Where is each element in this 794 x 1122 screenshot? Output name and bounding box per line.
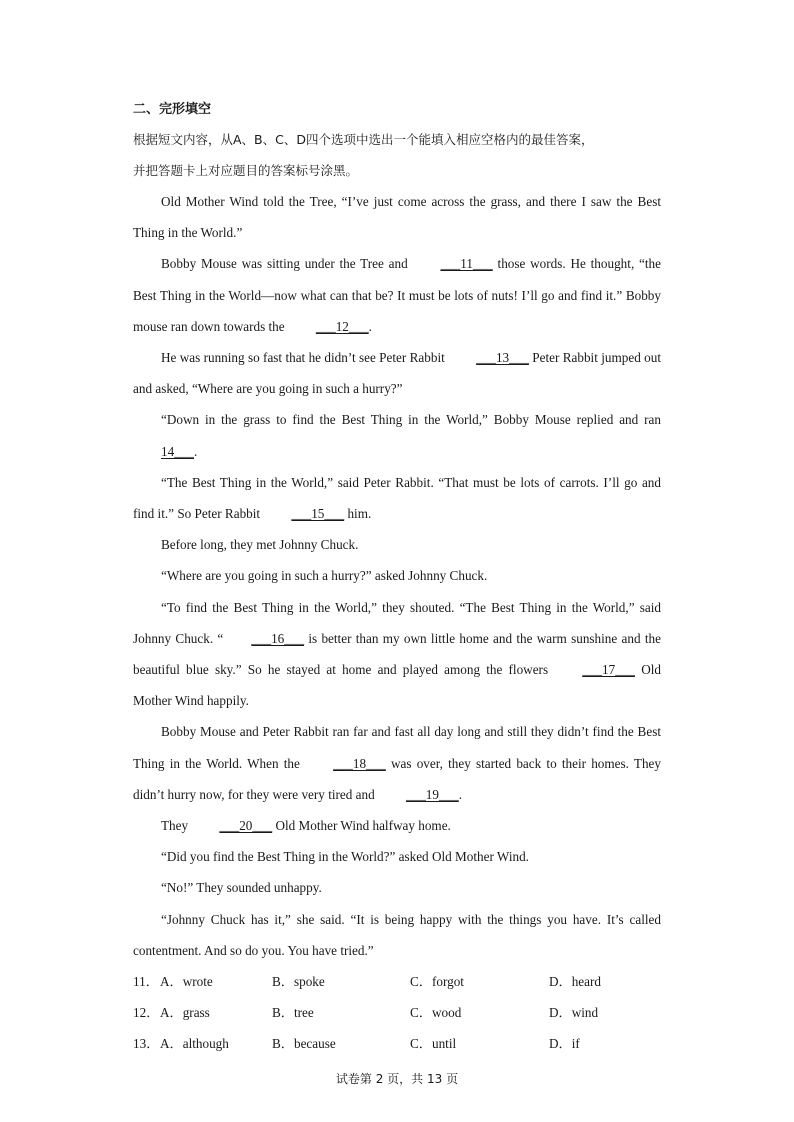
passage-paragraph: “No!” They sounded unhappy.	[161, 880, 322, 896]
passage-paragraph	[133, 342, 661, 404]
option-a[interactable]: A．grass	[160, 1005, 210, 1021]
passage-paragraph	[133, 810, 661, 841]
question-row	[133, 1028, 661, 1059]
passage-text: Old Mother Wind halfway home.	[272, 818, 451, 834]
passage-paragraph	[133, 467, 661, 529]
passage-text: .	[458, 786, 463, 802]
passage-text: They	[161, 818, 192, 834]
instruction-line: 并把答题卡上对应题目的答案标号涂黑。	[133, 163, 359, 178]
passage-text: “Down in the grass to find the Best Thing in the World,” Bobby Mouse replied and ran	[161, 412, 661, 428]
option-c[interactable]: C．wood	[410, 1005, 462, 1021]
passage-text: those words. He thought, “the Best Thing in the World—now what can that be? It must be lots of nuts! I’ll go and find it.” Bobby mouse ran down towards the	[133, 256, 661, 334]
question-number: 13．	[133, 1036, 160, 1052]
option-d[interactable]: D．heard	[549, 974, 601, 990]
passage-paragraph	[133, 592, 661, 717]
option-b[interactable]: B．spoke	[272, 974, 325, 990]
blank-13: ___13___	[476, 350, 529, 366]
passage-paragraph: Before long, they met Johnny Chuck.	[161, 537, 359, 553]
blank-11: ___11___	[440, 256, 493, 272]
passage-text: Peter Rabbit jumped out and asked, “Where are you going in such a hurry?”	[133, 350, 661, 397]
passage-text: is better than my own little home and the warm sunshine and the beautiful blue sky.” So he stayed at home and played among the flowers	[133, 630, 661, 678]
passage-paragraph	[133, 404, 661, 466]
blank-14: 14___	[161, 443, 194, 459]
passage-text: .	[368, 318, 372, 334]
page-footer: 试卷第 2 页，共 13 页	[335, 1072, 459, 1086]
passage-paragraph: “Where are you going in such a hurry?” asked Johnny Chuck.	[161, 568, 488, 584]
blank-16: ___16___	[251, 630, 305, 646]
question-row	[133, 966, 661, 997]
option-d[interactable]: D．wind	[549, 1005, 599, 1021]
passage-text: Old Mother Wind happily.	[133, 662, 661, 709]
passage-text: him.	[344, 506, 372, 522]
passage-text: “To find the Best Thing in the World,” they shouted. “The Best Thing in the World,” said Johnny Chuck. “	[133, 599, 661, 646]
passage-paragraph: Old Mother Wind told the Tree, “I’ve just come across the grass, and there I saw the Best Thing in the World.”	[133, 194, 661, 241]
blank-19: ___19___	[406, 786, 459, 802]
blank-12: ___12___	[315, 318, 369, 334]
passage-paragraph	[133, 248, 661, 342]
instructions	[133, 124, 661, 186]
passage-text: “The Best Thing in the World,” said Peter Rabbit. “That must be lots of carrots. I’ll go and find it.” So Peter Rabbit	[133, 474, 661, 522]
option-d[interactable]: D．if	[549, 1036, 580, 1052]
passage-paragraph	[133, 716, 661, 810]
blank-15: ___15___	[291, 506, 345, 522]
option-c[interactable]: C．until	[410, 1036, 457, 1052]
instruction-line: 根据短文内容，从A、B、C、D四个选项中选出一个能填入相应空格内的最佳答案，	[133, 132, 594, 147]
question-number: 12．	[133, 1005, 160, 1021]
option-a[interactable]: A．wrote	[160, 974, 213, 990]
passage-text: Bobby Mouse was sitting under the Tree and	[161, 256, 413, 272]
blank-20: ___20___	[219, 818, 273, 834]
option-a[interactable]: A．although	[160, 1036, 229, 1052]
passage-text: Bobby Mouse and Peter Rabbit ran far and fast all day long and still they didn’t find the Best Thing in the World. When the	[133, 724, 661, 771]
exam-page	[133, 100, 661, 1060]
passage-paragraph: “Johnny Chuck has it,” she said. “It is being happy with the things you have. It’s called contentment. And so do you. You have tried.”	[133, 911, 661, 958]
passage-paragraph: “Did you find the Best Thing in the World?” asked Old Mother Wind.	[161, 849, 529, 865]
passage-text: He was running so fast that he didn’t see Peter Rabbit	[161, 350, 449, 366]
option-b[interactable]: B．tree	[272, 1005, 314, 1021]
question-row	[133, 997, 661, 1028]
option-b[interactable]: B．because	[272, 1036, 336, 1052]
question-number: 11．	[133, 974, 159, 990]
option-c[interactable]: C．forgot	[410, 974, 464, 990]
passage-text: was over, they started back to their homes. They didn’t hurry now, for they were very tired and	[133, 755, 661, 802]
blank-18: ___18___	[333, 755, 386, 771]
blank-17: ___17___	[582, 662, 636, 678]
passage-text: .	[193, 443, 198, 459]
section-title: 二、完形填空	[133, 102, 212, 117]
